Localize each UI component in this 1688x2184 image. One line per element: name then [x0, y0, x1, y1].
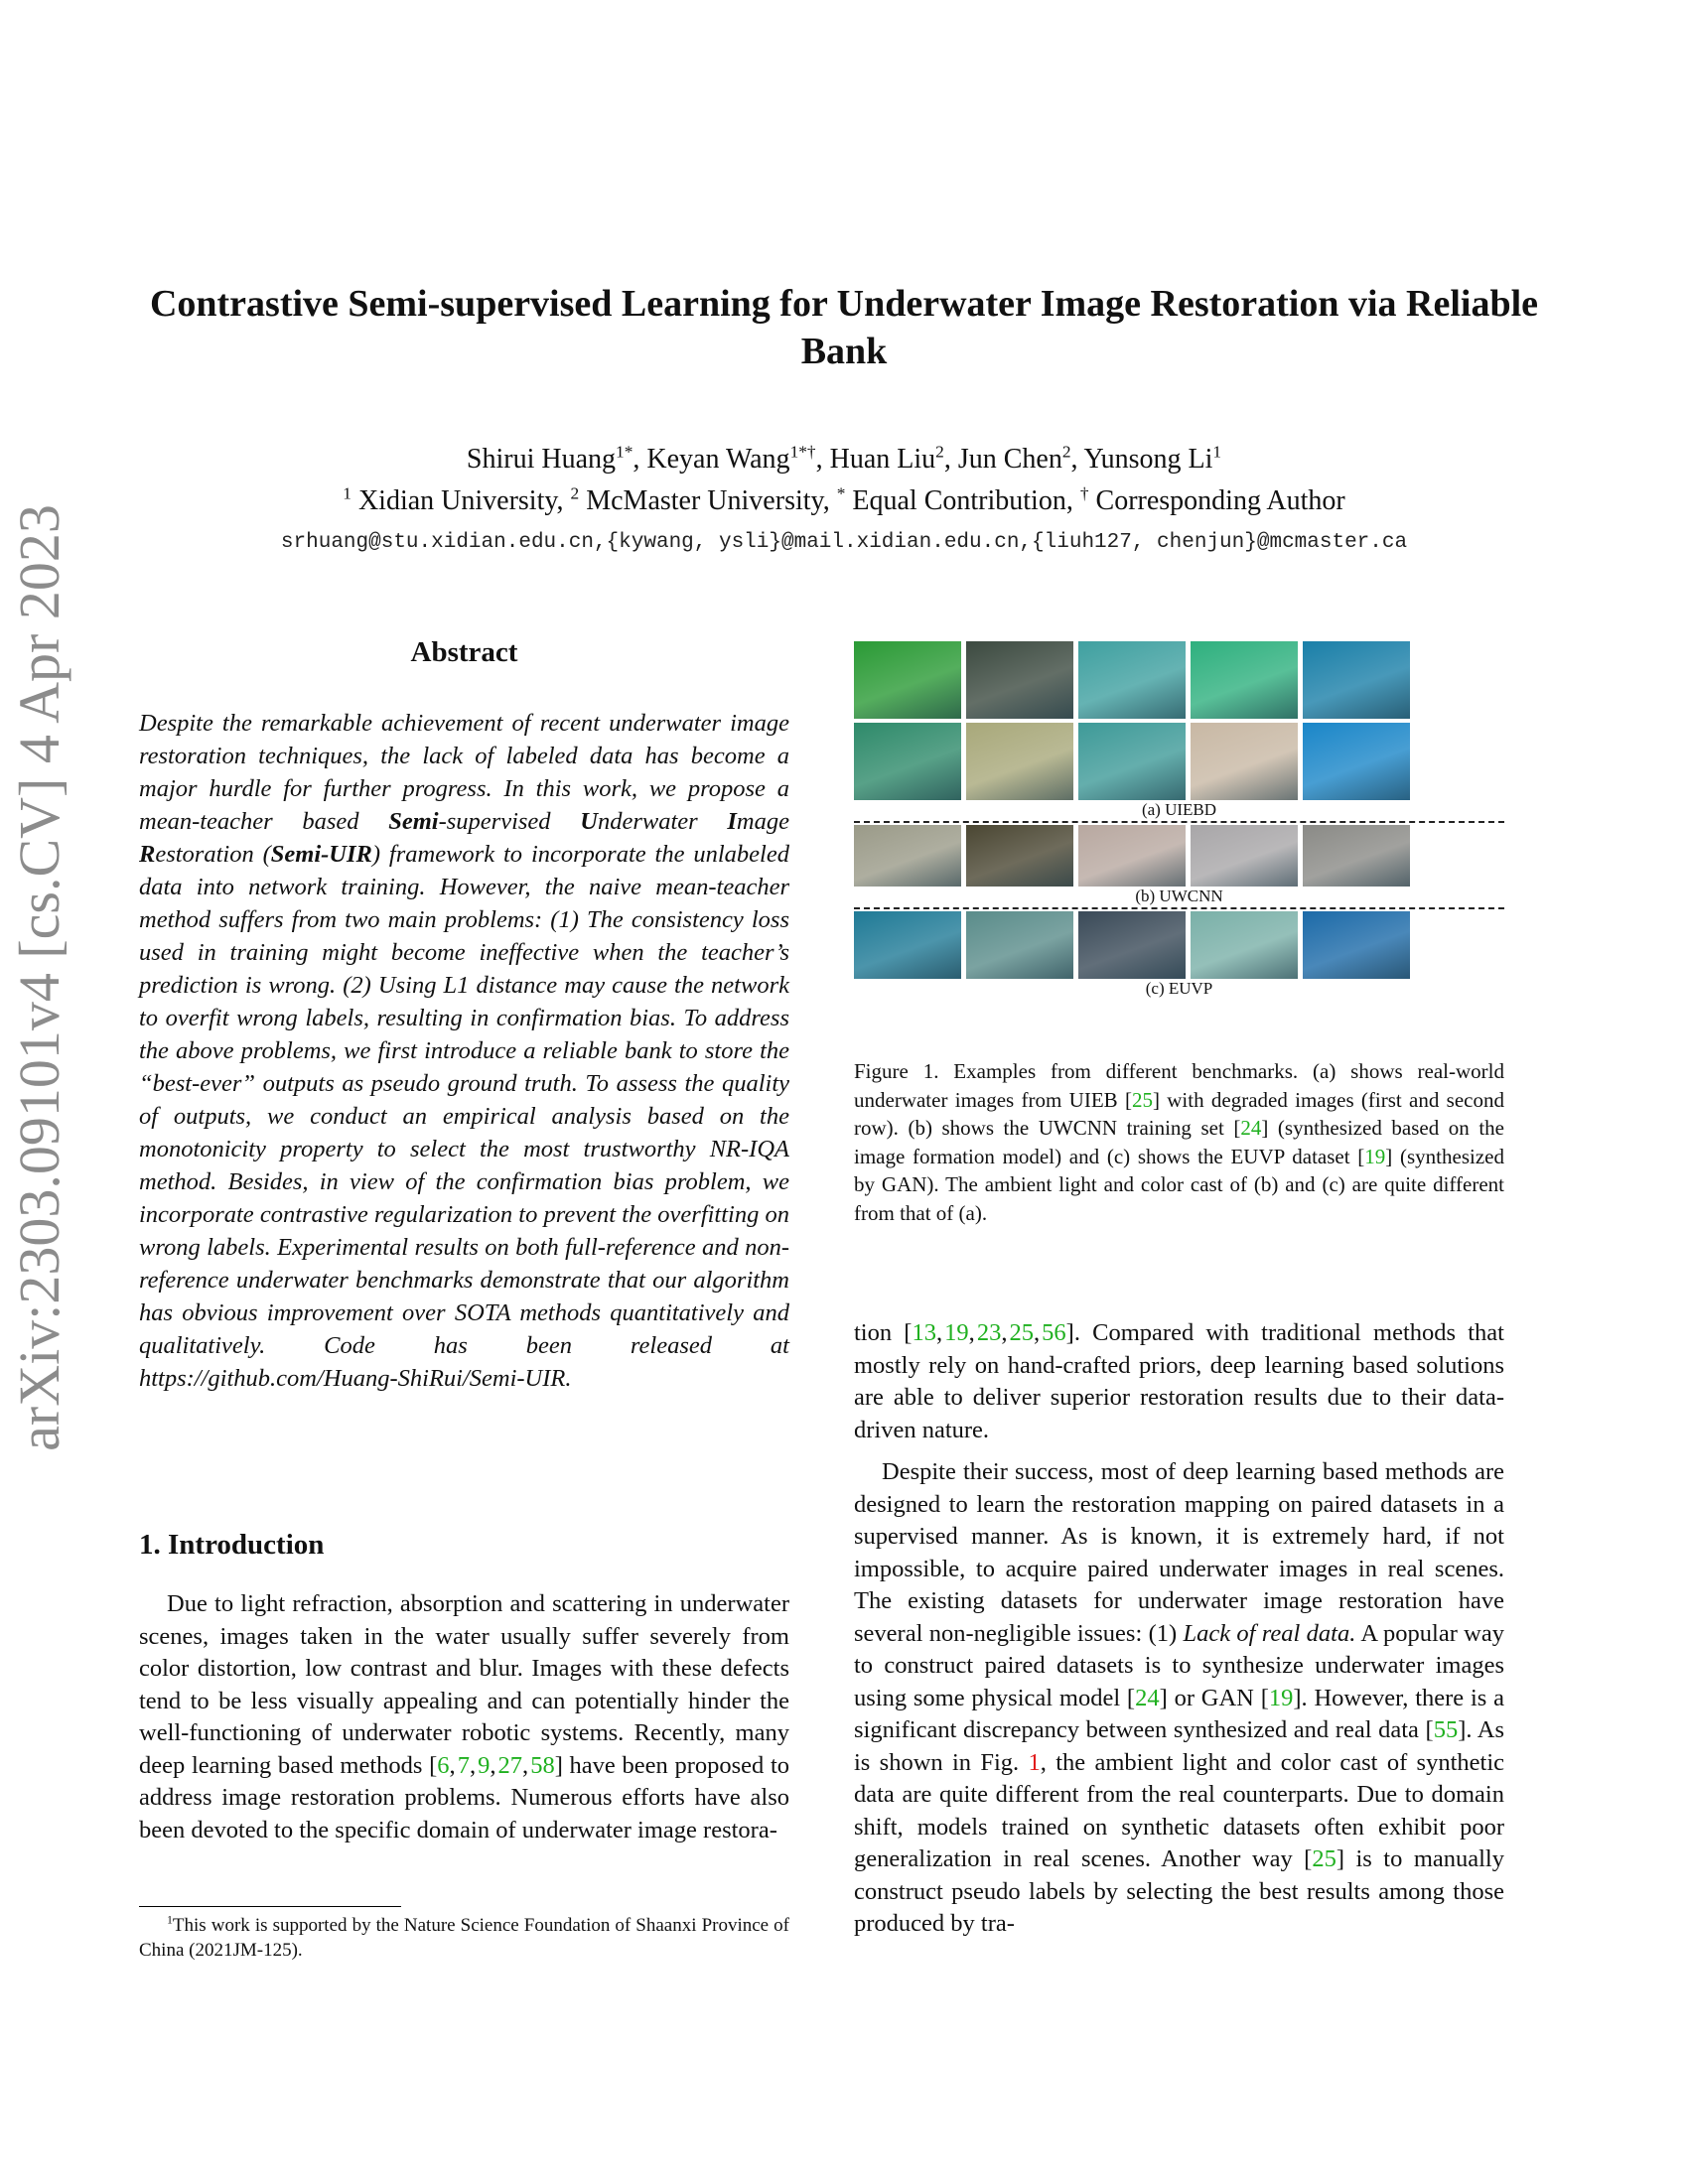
author-list: Shirui Huang$^{1*}$, Keyan Wang$^{1*\dagger}$, Huan Liu$^2$, Jun Chen$^2$, Yunsong Li$^1$: [466, 442, 1222, 475]
author-sup: 1*: [616, 442, 633, 462]
euvp-image: [854, 911, 961, 979]
abstract-text: mage: [736, 808, 789, 835]
intro-text: ] have been proposed to address image restoration problems. Numerous efforts have also been devoted to the specific domain of underwater image restora-: [139, 1751, 790, 1843]
body-text: ]. Compared with traditional methods that mostly rely on hand-crafted priors, deep learning based solutions are able to deliver superior restoration results due to their data-driven nature.: [854, 1319, 1504, 1443]
section-heading-introduction: 1. Introduction: [139, 1529, 325, 1561]
body-italic: Lack of real data.: [1183, 1619, 1356, 1647]
author-name: Huan Liu: [829, 444, 936, 475]
uwcnn-image: [1078, 825, 1186, 887]
abstract-body: [139, 707, 789, 1395]
subfigure-label-euvp: (c) EUVP: [1145, 979, 1213, 998]
uiebd-image: [1078, 641, 1186, 719]
figure-divider: [854, 907, 1504, 909]
euvp-image: [1078, 911, 1186, 979]
abstract-text: -supervised: [438, 808, 581, 835]
caption-text: ] with degraded images (first and second row). (b) shows the UWCNN training set [: [854, 1087, 1504, 1140]
abstract-bold: I: [727, 808, 737, 835]
citation-link[interactable]: 25: [1009, 1319, 1034, 1346]
citation-link[interactable]: 13: [912, 1319, 936, 1346]
uiebd-image: [1303, 723, 1410, 800]
citation-link[interactable]: 9: [478, 1751, 491, 1779]
uiebd-image: [966, 723, 1073, 800]
citation-link[interactable]: 24: [1240, 1116, 1262, 1140]
figure-divider: [854, 821, 1504, 823]
euvp-image: [966, 911, 1073, 979]
body-text: ]. However, there is a significant discrepancy between synthesized and real data [: [854, 1684, 1505, 1743]
figure-reference-link[interactable]: 1: [1028, 1748, 1041, 1776]
euvp-row: [854, 911, 1504, 979]
citation-link[interactable]: 6: [437, 1751, 450, 1779]
uiebd-image: [966, 641, 1073, 719]
abstract-bold: Semi-UIR: [270, 841, 372, 868]
uiebd-row-1: [854, 641, 1504, 719]
affiliations: [119, 483, 1569, 519]
uiebd-image: [1078, 723, 1186, 800]
intro-paragraph: Due to light refraction, absorption and scattering in underwater scenes, images taken in the water usually suffer severely from color distortion, low contrast and blur. Images with these defects tend to be less visually appealing and can potentially hinder the well-functioning of underwater robotic systems. Recently, many deep learning based methods [6, 7, 9, 27, 58] have been proposed to address image restoration problems. Numerous efforts have also been devoted to the specific domain of underwater image restora-: [139, 1590, 790, 1843]
uiebd-row-2: [854, 723, 1504, 800]
author-name: Yunsong Li: [1083, 444, 1213, 475]
citation-link[interactable]: 23: [976, 1319, 1002, 1346]
caption-text: ] (synthesized by GAN). The ambient light and color cast of (b) and (c) are quite different from that of (a).: [854, 1144, 1504, 1225]
uiebd-image: [1191, 723, 1298, 800]
uiebd-image: [1303, 641, 1410, 719]
citation-link[interactable]: 25: [1131, 1087, 1153, 1112]
subfigure-label-uwcnn: (b) UWCNN: [1135, 887, 1223, 905]
body-text: ] or GAN [: [1159, 1684, 1269, 1711]
uiebd-image: [854, 723, 961, 800]
abstract-text: ) framework to incorporate the unlabeled data into network training. However, the naive mean-teacher method suffers from two main problems: (1) The consistency loss used in training might become ineffective when the teacher’s prediction is wrong. (2) Using L1 distance may cause the network to overfit wrong labels, resulting in confirmation bias. To address the above problems, we first introduce a reliable bank to store the “best-ever” outputs as pseudo ground truth. To assess the quality of outputs, we conduct an empirical analysis based on the monotonicity property to select the most trustworthy NR-IQA method. Besides, in view of the confirmation bias problem, we incorporate contrastive regularization to prevent the overfitting on wrong labels. Experimental results on both full-reference and non-reference underwater benchmarks demonstrate that our algorithm has obvious improvement over SOTA methods quantitatively and qualitatively. Code has been released at https://github.com/Huang-ShiRui/Semi-UIR.: [139, 841, 789, 1392]
arxiv-identifier: arXiv:2303.09101v4 [cs.CV] 4 Apr 2023: [7, 504, 71, 1451]
abstract-bold: Semi: [388, 808, 439, 835]
uwcnn-image: [1191, 825, 1298, 887]
abstract-text: Despite the remarkable achievement of recent underwater image restoration techniques, the lack of labeled data has become a major hurdle for further progress. In this work, we propose a mean-teacher based: [139, 710, 789, 835]
citation-link[interactable]: 19: [944, 1319, 969, 1346]
body-text: , the ambient light and color cast of synthetic data are quite different from the real counterparts. Due to domain shift, models trained on synthetic datasets often exhibit poor generalization in real scenes. Another way [: [854, 1748, 1505, 1872]
affil-sup: 1: [343, 483, 352, 503]
citation-link[interactable]: 7: [457, 1751, 470, 1779]
euvp-image: [1303, 911, 1410, 979]
citation-link[interactable]: 19: [1364, 1144, 1386, 1168]
uwcnn-image: [966, 825, 1073, 887]
caption-text: Figure 1. Examples from different benchmarks. (a) shows real-world underwater images from UIEB [: [854, 1059, 1504, 1112]
abstract-text: nderwater: [597, 808, 728, 835]
abstract-heading: Abstract: [410, 636, 518, 668]
author-name: Shirui Huang: [466, 444, 617, 475]
affil-text: Equal Contribution,: [852, 485, 1073, 516]
subfigure-label-uiebd: (a) UIEBD: [1141, 800, 1217, 819]
paper-title: Contrastive Semi-supervised Learning for Underwater Image Restoration via Reliable Bank: [149, 283, 1539, 372]
author-sup: 2: [1061, 442, 1071, 462]
affil-sup: †: [1079, 483, 1089, 503]
right-column-text: tion [13, 19, 23, 25, 56]. Compared with traditional methods that mostly rely on hand-crafted priors, deep learning based solutions are able to deliver superior restoration results due to their data-driven nature. Despite their success, most of deep learning based methods are designed to learn the restoration mapping on paired datasets in a supervised manner. As is known, it is extremely hard, if not impossible, to acquire paired underwater images in real scenes. The existing datasets for underwater image restoration have several non-negligible issues: (1) Lack of real data. A popular way to construct paired datasets is to synthesize underwater images using some physical model [24] or GAN [19]. However, there is a significant discrepancy between synthesized and real data [55]. As is shown in Fig. 1, the ambient light and color cast of synthetic data are quite different from the real counterparts. Due to domain shift, models trained on synthetic datasets often exhibit poor generalization in real scenes. Another way [25] is to manually construct pseudo labels by selecting the best results among those produced by tra-: [854, 1319, 1505, 1937]
author-sup: 2: [935, 442, 944, 462]
uwcnn-row: [854, 825, 1504, 887]
citation-link[interactable]: 55: [1433, 1716, 1459, 1743]
author-name: Jun Chen: [957, 444, 1062, 475]
author-sup: 1*†: [789, 442, 816, 462]
footnote-mark: 1: [167, 1913, 173, 1927]
body-text: A popular way to construct paired datasets is to synthesize underwater images using some physical model [: [854, 1619, 1504, 1711]
citation-link[interactable]: 25: [1312, 1845, 1336, 1872]
author-emails: srhuang@stu.xidian.edu.cn,{kywang, ysli}@mail.xidian.edu.cn,{liuh127, chenjun}@mcmaster.ca: [280, 531, 1408, 554]
footnote-text: This work is supported by the Nature Science Foundation of Shaanxi Province of China (2021JM-125).: [139, 1915, 789, 1961]
abstract-text: estoration (: [155, 841, 271, 868]
author-name: Keyan Wang: [646, 444, 790, 475]
body-text: ]. As is shown in Fig.: [854, 1716, 1504, 1776]
citation-link[interactable]: 19: [1268, 1684, 1294, 1711]
figure-1-caption: [854, 1057, 1504, 1227]
citation-link[interactable]: 56: [1042, 1319, 1066, 1346]
footnote-rule: [139, 1906, 401, 1907]
citation-link[interactable]: 58: [530, 1751, 555, 1779]
citation-link[interactable]: 27: [497, 1751, 523, 1779]
abstract-bold: R: [139, 841, 156, 868]
affil-text: Corresponding Author: [1095, 485, 1345, 516]
uwcnn-image: [1303, 825, 1410, 887]
body-text: Despite their success, most of deep learning based methods are designed to learn the restoration mapping on paired datasets in a supervised manner. As is known, it is extremely hard, if not impossible, to acquire paired underwater images in real scenes. The existing datasets for underwater image restoration have several non-negligible issues: (1): [854, 1458, 1504, 1647]
affil-sup: *: [836, 483, 846, 503]
body-text: tion [: [854, 1319, 913, 1346]
footnote: [139, 1913, 789, 1963]
caption-text: ] (synthesized based on the image formation model) and (c) shows the EUVP dataset [: [854, 1116, 1504, 1168]
uwcnn-image: [854, 825, 961, 887]
citation-link[interactable]: 24: [1135, 1684, 1160, 1711]
author-sup: 1: [1212, 442, 1222, 462]
body-text: ] is to manually construct pseudo labels by selecting the best results among those produced by tra-: [854, 1845, 1504, 1937]
affil-text: Xidian University,: [357, 485, 564, 516]
uiebd-image: [854, 641, 961, 719]
affil-sup: 2: [570, 483, 580, 503]
abstract-bold: U: [580, 808, 598, 835]
figure-1: [854, 641, 1504, 999]
euvp-image: [1191, 911, 1298, 979]
affil-text: McMaster University,: [586, 485, 830, 516]
uiebd-image: [1191, 641, 1298, 719]
intro-text: Due to light refraction, absorption and scattering in underwater scenes, images taken in the water usually suffer severely from color distortion, low contrast and blur. Images with these defects tend to be less visually appealing and can potentially hinder the well-functioning of underwater robotic systems. Recently, many deep learning based methods [: [139, 1590, 789, 1779]
